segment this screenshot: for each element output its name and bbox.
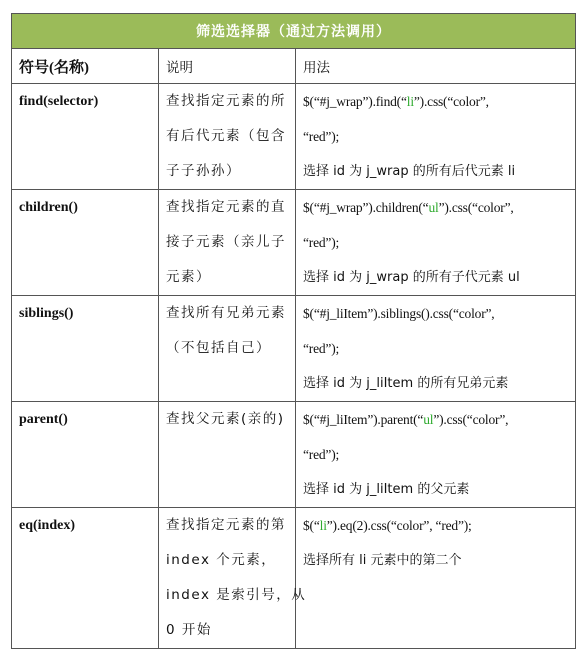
table-row [12,296,576,402]
code-text: $(“#j_liItem”).siblings().css(“color”, [303,306,495,321]
header-symbol: 符号(名称) [12,49,159,84]
description-line: index 是索引号，从 [166,587,307,603]
header-usage: 用法 [296,49,576,84]
description-line: 查找指定元素的直 [166,199,286,215]
code-highlight: ul [428,200,439,215]
description-line: 接子元素（亲儿子 [166,234,286,250]
description-line: 0 开始 [166,622,212,638]
header-row [12,49,576,84]
description-line: （不包括自己） [166,340,271,356]
usage-note: 选择 id 为 j_liItem 的所有兄弟元素 [303,376,509,391]
usage-cell [296,296,576,402]
description-line: 子子孙孙） [166,163,241,179]
usage-code [303,508,568,543]
usage-note: 选择 id 为 j_liItem 的父元素 [303,482,470,497]
description-cell [159,508,307,649]
symbol-cell [12,84,159,190]
symbol-name: siblings() [19,306,74,321]
selector-table-container [11,13,575,649]
table-row [12,508,576,649]
code-highlight: ul [423,412,434,427]
code-text: ”).css(“color”, [438,200,514,215]
table-title: 筛选选择器（通过方法调用） [12,14,576,49]
code-text: $(“#j_wrap”).find(“ [303,94,407,109]
usage-cell [296,190,576,296]
description-line: 查找指定元素的所 [166,93,286,109]
symbol-cell [12,402,159,508]
usage-code-continued: “red”); [303,129,340,144]
table-row [12,190,576,296]
description-cell [159,84,296,190]
usage-note: 选择 id 为 j_wrap 的所有子代元素 ul [303,270,520,285]
usage-code-continued: “red”); [303,341,340,356]
usage-note: 选择所有 li 元素中的第二个 [303,553,462,568]
usage-code [303,84,568,119]
description-line: 有后代元素（包含 [166,128,286,144]
usage-cell [296,84,576,190]
description-line: 查找所有兄弟元素 [166,305,286,321]
description-cell [159,190,296,296]
code-highlight: li [406,94,414,109]
description-line: 查找父元素(亲的) [166,411,285,427]
symbol-name: eq(index) [19,518,75,533]
usage-code [303,402,568,437]
code-text: $(“#j_liItem”).parent(“ [303,412,424,427]
description-line: 元素） [166,269,211,285]
usage-cell [296,402,576,508]
code-text: ”).eq(2).css(“color”, “red”); [326,518,472,533]
symbol-name: parent() [19,412,68,427]
table-row [12,402,576,508]
description-cell [159,402,296,508]
usage-code-continued: “red”); [303,235,340,250]
code-text: $(“ [303,518,320,533]
code-text: ”).css(“color”, [413,94,489,109]
code-text: $(“#j_wrap”).children(“ [303,200,429,215]
usage-cell [296,508,576,649]
header-description: 说明 [159,49,296,84]
symbol-cell [12,190,159,296]
filter-selector-table [11,13,576,649]
usage-code-continued: “red”); [303,447,340,462]
usage-note: 选择 id 为 j_wrap 的所有后代元素 li [303,164,516,179]
symbol-cell [12,508,159,649]
description-line: index 个元素， [166,552,277,568]
symbol-cell [12,296,159,402]
usage-code [303,190,568,225]
table-row [12,84,576,190]
description-line: 查找指定元素的第 [166,517,286,533]
code-text: ”).css(“color”, [433,412,509,427]
usage-code [303,296,568,331]
description-cell [159,296,296,402]
code-highlight: li [319,518,327,533]
symbol-name: find(selector) [19,94,99,109]
symbol-name: children() [19,200,78,215]
